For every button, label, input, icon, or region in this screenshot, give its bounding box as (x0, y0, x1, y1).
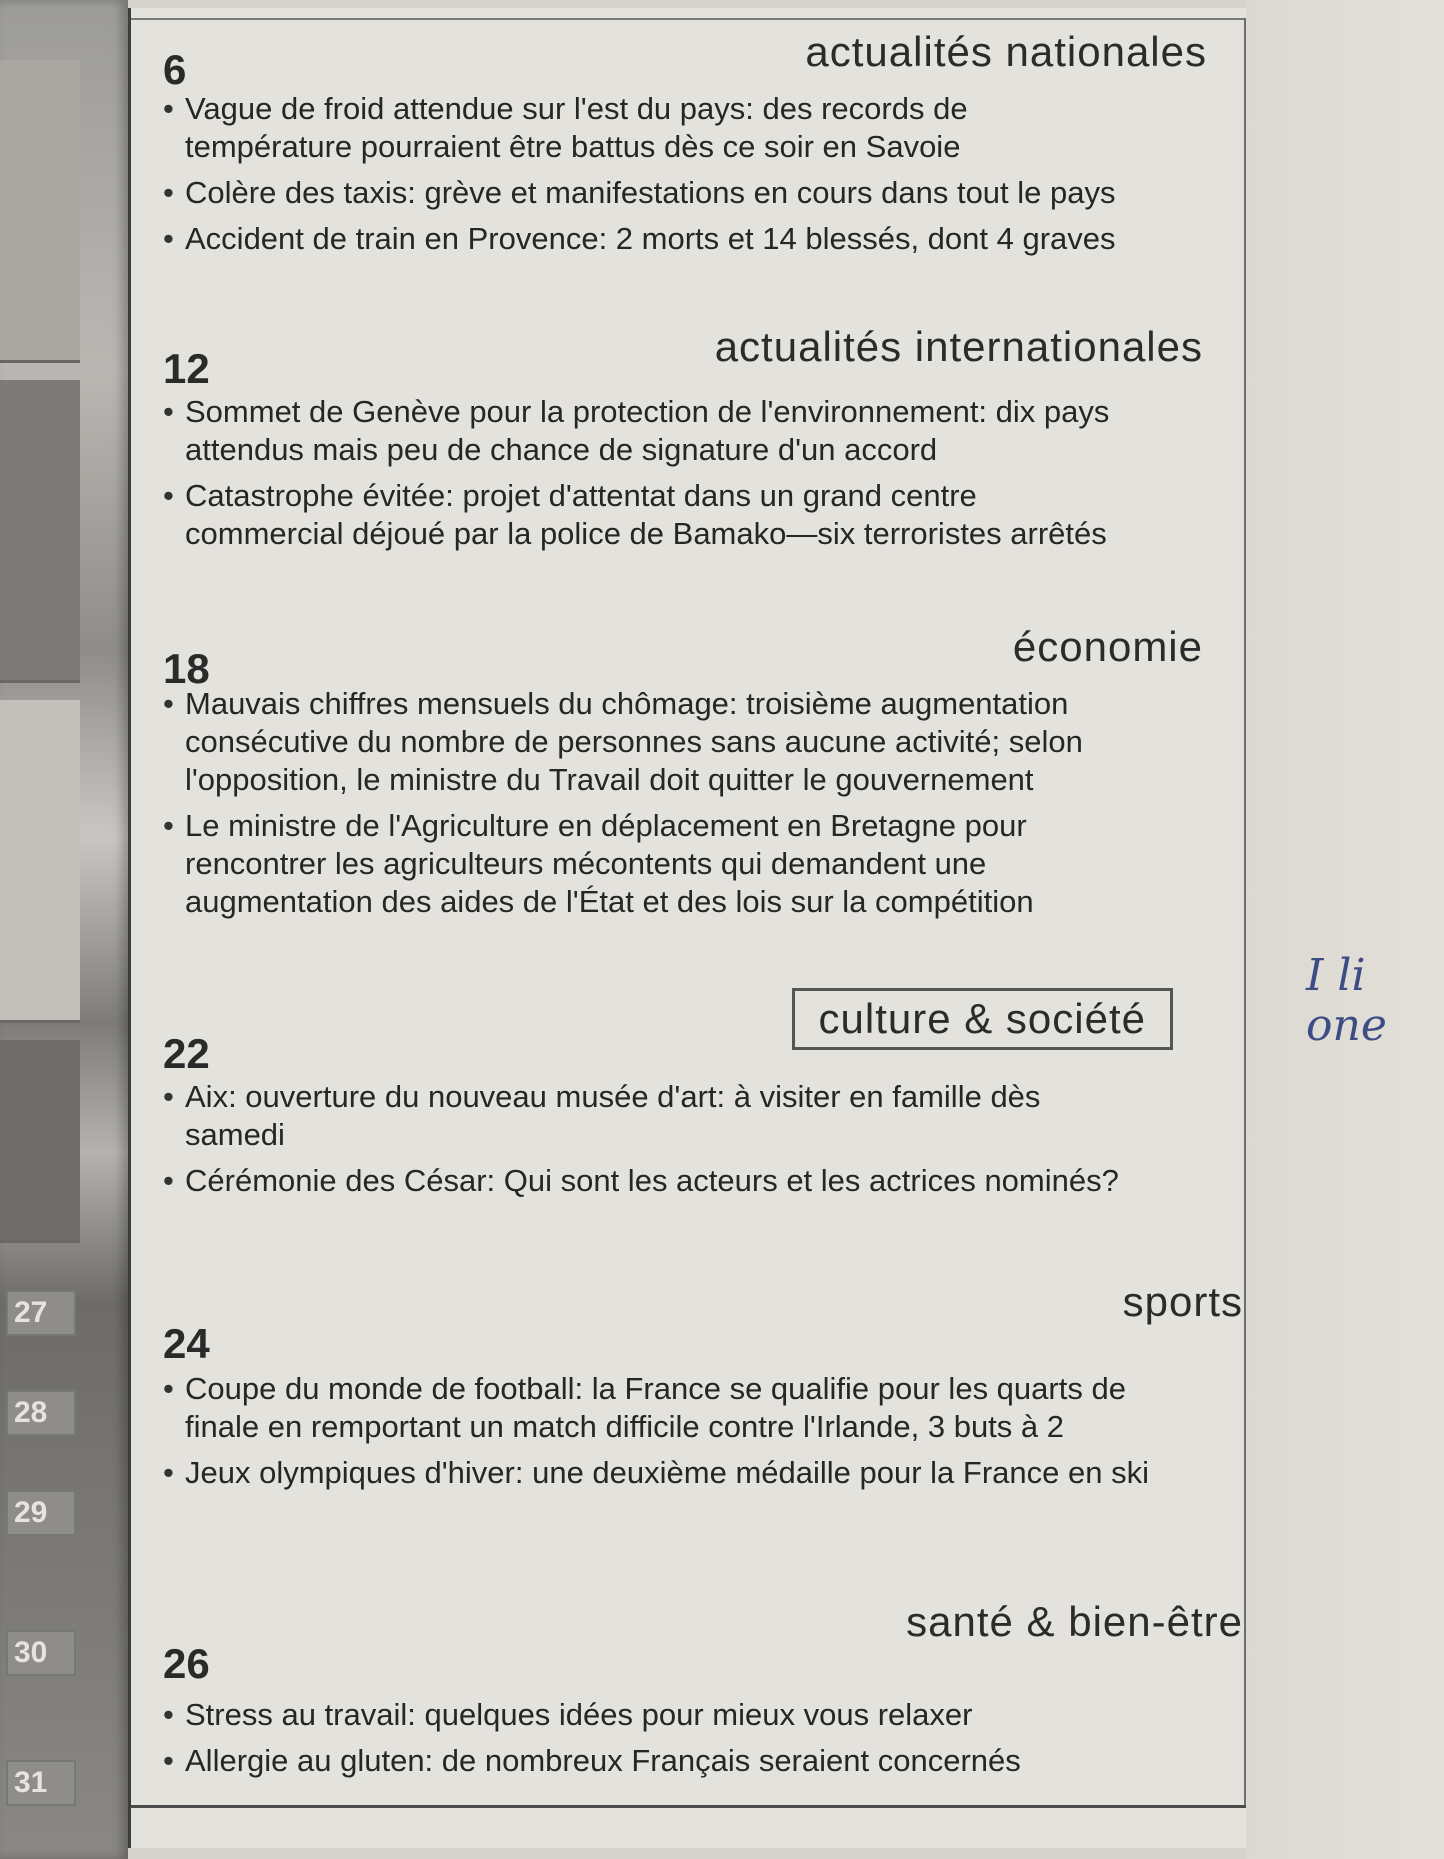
section-sports (163, 1278, 1243, 1558)
photo-thumbnail (0, 380, 80, 683)
photo-thumbnail (0, 700, 80, 1023)
section-title: économie (1012, 623, 1203, 670)
section-health (163, 1598, 1243, 1798)
list-item: • Stress au travail: quelques idées pour mieux vous relaxer (163, 1696, 1123, 1734)
list-item: • Colère des taxis: grève et manifestations en cours dans tout le pays (163, 174, 1123, 212)
left-page-strip (0, 0, 128, 1859)
list-item: • Allergie au gluten: de nombreux Français seraient concernés (163, 1742, 1123, 1780)
margin-page-number: 27 (6, 1290, 76, 1336)
list-item: • Aix: ouverture du nouveau musée d'art: à visiter en famille dès samedi (163, 1078, 1123, 1154)
section-title: culture & société (792, 988, 1174, 1050)
section-items (163, 685, 1123, 929)
section-title-boxed (792, 988, 1174, 1050)
panel-border (131, 18, 1246, 20)
section-items (163, 1696, 1123, 1788)
section-page-number: 24 (163, 1320, 210, 1367)
list-item: • Mauvais chiffres mensuels du chômage: troisième augmentation consécutive du nombre de personnes sans aucune activité; selon l'opposition, le ministre du Travail doit quitter le gouvernement (163, 685, 1123, 799)
photo-thumbnail (0, 60, 80, 363)
section-title: sports (1122, 1278, 1243, 1325)
section-page-number: 6 (163, 46, 187, 93)
table-of-contents (128, 8, 1246, 1848)
section-page-number: 18 (163, 645, 210, 692)
panel-border (131, 1805, 1246, 1808)
list-item: • Vague de froid attendue sur l'est du pays: des records de température pourraient être battus dès ce soir en Savoie (163, 90, 1123, 166)
margin-page-number: 31 (6, 1760, 76, 1806)
margin-page-number: 29 (6, 1490, 76, 1536)
section-title: santé & bien-être (906, 1598, 1243, 1645)
section-page-number: 22 (163, 1030, 210, 1077)
section-page-number: 12 (163, 345, 210, 392)
panel-border (1244, 18, 1246, 1808)
margin-page-number: 28 (6, 1390, 76, 1436)
section-items (163, 1370, 1163, 1500)
list-item: • Catastrophe évitée: projet d'attentat dans un grand centre commercial déjoué par la police de Bamako—six terroristes arrêtés (163, 477, 1123, 553)
handwritten-note: one (1306, 1000, 1387, 1051)
section-national (163, 28, 1243, 278)
list-item: • Cérémonie des César: Qui sont les acteurs et les actrices nominés? (163, 1162, 1123, 1200)
section-culture (163, 995, 1243, 1258)
list-item: • Jeux olympiques d'hiver: une deuxième médaille pour la France en ski (163, 1454, 1163, 1492)
section-title: actualités nationales (805, 28, 1207, 75)
section-items (163, 90, 1123, 266)
section-items (163, 393, 1123, 561)
handwritten-note: I li (1306, 950, 1366, 1001)
section-items (163, 1078, 1123, 1208)
section-economy (163, 623, 1243, 963)
section-page-number: 26 (163, 1640, 210, 1687)
list-item: • Le ministre de l'Agriculture en déplacement en Bretagne pour rencontrer les agriculteurs mécontents qui demandent une augmentation des aides de l'État et des lois sur la compétition (163, 807, 1123, 921)
margin-page-number: 30 (6, 1630, 76, 1676)
right-margin (1246, 0, 1444, 1859)
list-item: • Accident de train en Provence: 2 morts et 14 blessés, dont 4 graves (163, 220, 1123, 258)
section-international (163, 323, 1243, 573)
list-item: • Sommet de Genève pour la protection de l'environnement: dix pays attendus mais peu de chance de signature d'un accord (163, 393, 1123, 469)
photo-thumbnail (0, 1040, 80, 1243)
section-title: actualités internationales (714, 323, 1203, 370)
list-item: • Coupe du monde de football: la France se qualifie pour les quarts de finale en remportant un match difficile contre l'Irlande, 3 buts à 2 (163, 1370, 1163, 1446)
